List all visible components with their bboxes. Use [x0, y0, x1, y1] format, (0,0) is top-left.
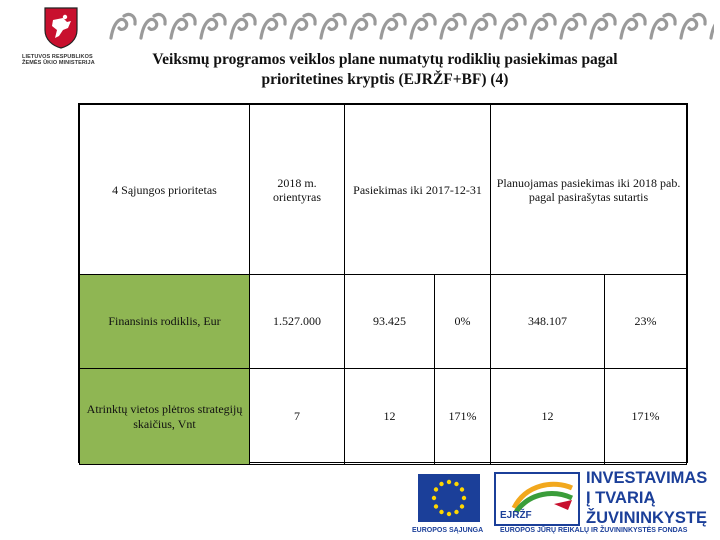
header-achieved: Pasiekimas iki 2017-12-31 [345, 105, 491, 275]
table-row [80, 275, 687, 369]
campaign-brand [586, 468, 707, 528]
indicator-table [78, 103, 688, 463]
ejrzf-logo [494, 472, 580, 526]
row-target: 1.527.000 [250, 275, 345, 369]
fund-caption: EUROPOS JŪRŲ REIKALŲ IR ŽUVININKYSTĖS FONDAS [500, 527, 688, 534]
row-achieved-pct: 0% [435, 275, 491, 369]
page-title [100, 50, 670, 90]
brand-line1: INVESTAVIMAS [586, 469, 708, 487]
footer-logos [400, 464, 720, 540]
row-label: Finansinis rodiklis, Eur [80, 275, 250, 369]
decorative-ornament [108, 10, 714, 44]
brand-line2: Į TVARIĄ [586, 489, 656, 507]
row-target: 7 [250, 369, 345, 465]
row-planned: 12 [491, 369, 605, 465]
table-header-row [80, 105, 687, 275]
table-row [80, 369, 687, 465]
row-planned-pct: 23% [605, 275, 687, 369]
header-planned: Planuojamas pasiekimas iki 2018 pab. pagal pasirašytas sutartis [491, 105, 687, 275]
title-line2: prioritetines kryptis (EJRŽF+BF) (4) [261, 71, 509, 88]
row-planned: 348.107 [491, 275, 605, 369]
ministry-name-line2: ŽEMĖS ŪKIO MINISTERIJA [22, 60, 95, 66]
row-achieved-pct: 171% [435, 369, 491, 465]
ministry-name-line1: LIETUVOS RESPUBLIKOS [22, 54, 93, 60]
header-priority: 4 Sąjungos prioritetas [80, 105, 250, 275]
brand-line3: ŽUVININKYSTĘ [586, 509, 708, 527]
eu-flag-icon [418, 474, 480, 522]
ministry-logo [22, 6, 100, 72]
indicator-table-grid [79, 104, 687, 465]
row-planned-pct: 171% [605, 369, 687, 465]
eu-caption: EUROPOS SĄJUNGA [412, 527, 484, 534]
row-achieved: 12 [345, 369, 435, 465]
fund-logo-label: EJRŽF [500, 510, 532, 521]
row-achieved: 93.425 [345, 275, 435, 369]
row-label: Atrinktų vietos plėtros strategijų skaičius, Vnt [80, 369, 250, 465]
header-target: 2018 m. orientyras [250, 105, 345, 275]
title-line1: Veiksmų programos veiklos plane numatytų rodiklių pasiekimas pagal [152, 51, 618, 68]
coat-of-arms-icon [41, 6, 81, 50]
